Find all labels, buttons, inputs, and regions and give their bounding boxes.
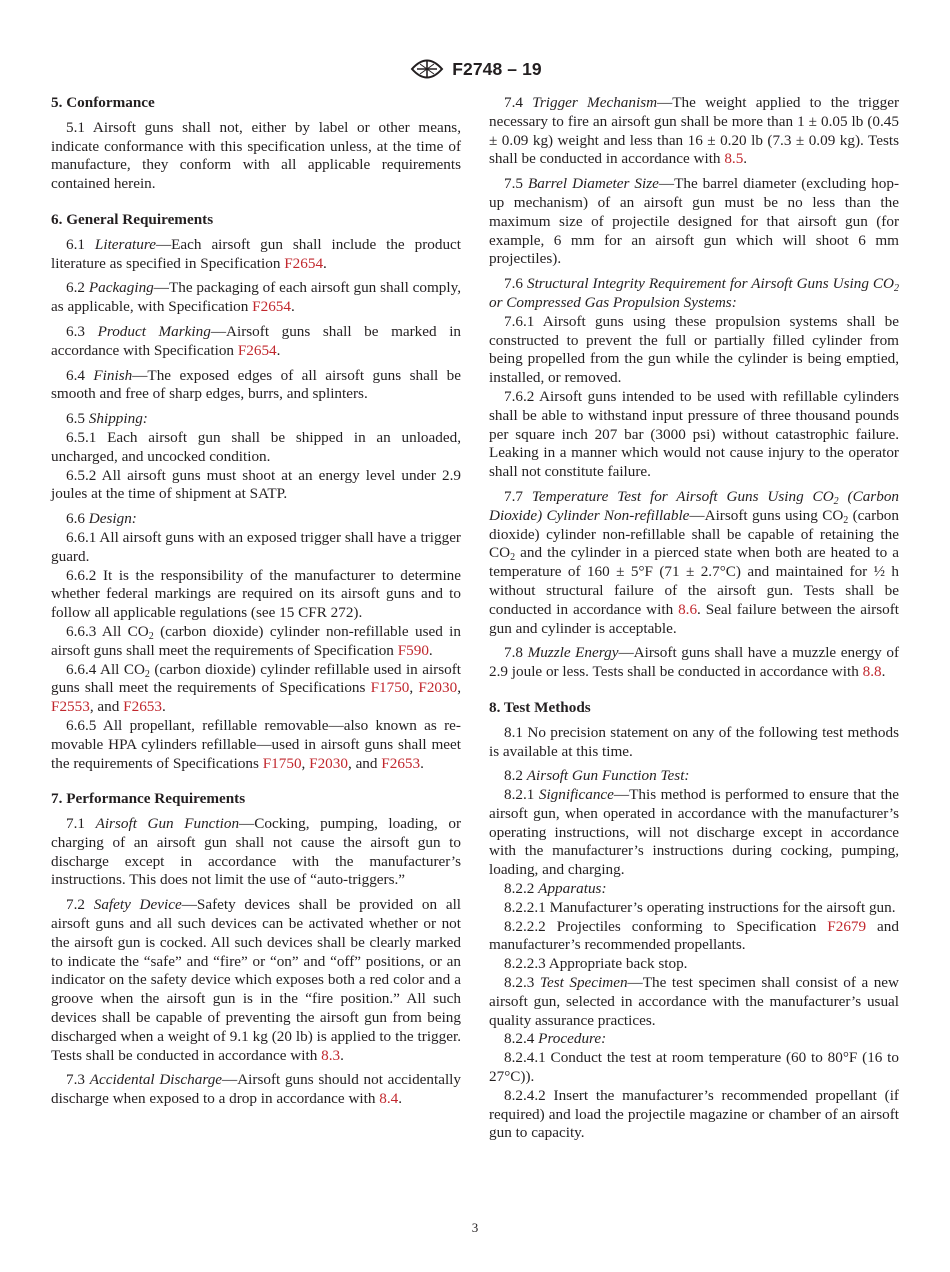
paragraph-7-6: 7.6 Structural Integrity Requirement for Airsoft Guns Using $CO_2$ or Compressed Gas Propulsion Systems: <box>489 275 899 311</box>
left-column <box>51 94 461 1126</box>
paragraph-7-5: 7.5 Barrel Diameter Size—The barrel diameter (excluding hop-up mechanism) of an airsoft gun must be no less than the maximum size of projectile designed for that airsoft gun (for example, 6 mm for an airsoft gun which will shoot 6 mm projectiles). <box>489 175 899 268</box>
paragraph-8-2: 8.2 Airsoft Gun Function Test: <box>504 767 690 785</box>
reference-link[interactable]: 8.4 <box>379 1090 399 1108</box>
paragraph-6-6-1: 6.6.1 All airsoft guns with an exposed trigger shall have a trigger guard. <box>51 528 461 565</box>
section-heading: 7. Performance Requirements <box>51 790 246 808</box>
paragraph-6-5-2: 6.5.2 All airsoft guns must shoot at an energy level under 2.9 joules at the time of shipment at SATP. <box>51 466 461 503</box>
reference-link[interactable]: F590 <box>397 641 429 659</box>
section-6 <box>51 211 461 773</box>
paragraph-6-5-1: 6.5.1 Each airsoft gun shall be shipped in an unloaded, uncharged, and uncocked condition. <box>51 428 461 465</box>
section-heading: 8. Test Methods <box>489 698 591 716</box>
paragraph-7-6-1: 7.6.1 Airsoft guns using these propulsion systems shall be constructed to prevent the full or partially filled cylinder from being propelled from the gun while the cylinder is being emptied, installed, or removed. <box>489 312 899 387</box>
section-5 <box>51 94 461 194</box>
paragraph-7-8: 7.8 Muzzle Energy—Airsoft guns shall have a muzzle energy of 2.9 joule or less. Tests shall be conducted in accordance with 8.8. <box>489 644 899 681</box>
reference-link[interactable]: F2553 <box>51 698 90 716</box>
paragraph-7-7: 7.7 Temperature Test for Airsoft Guns Using $CO_2$ (Carbon Dioxide) Cylinder Non-refillable—Airsoft guns using $CO_2$ (carbon dioxide) cylinder non-refillable shall be capable of retaining the $CO_2$ and the cylinder in a pierced state when both are heated to a temperature of 160 ± 5°F (71 ± 2.7°C) and maintained for ½ h without structural failure of the airsoft gun. Tests shall be conducted in accordance with 8.6. Seal failure between the airsoft gun and cylinder is acceptable. <box>489 487 900 637</box>
paragraph-6-2: 6.2 Packaging—The packaging of each airsoft gun shall comply, as applicable, with Specification F2654. <box>51 279 461 316</box>
reference-link[interactable]: 8.5 <box>724 150 744 168</box>
reference-link[interactable]: F2654 <box>252 298 291 316</box>
document-id: F2748 – 19 <box>452 58 542 79</box>
page-number: 3 <box>471 1220 479 1235</box>
paragraph-8-2-2-3: 8.2.2.3 Appropriate back stop. <box>504 955 688 973</box>
paragraph-8-2-1: 8.2.1 Significance—This method is performed to ensure that the airsoft gun, when operated in accordance with the manufacturer’s operating instructions, will not discharge except in accordance with the manufacturer’s instructions during cocking, pumping, loading, and charging. <box>489 786 900 879</box>
paragraph-6-4: 6.4 Finish—The exposed edges of all airsoft guns shall be smooth and free of sharp edges, burrs, and splinters. <box>51 366 461 403</box>
section-heading: 5. Conformance <box>51 94 155 111</box>
reference-link[interactable]: F2654 <box>237 341 277 359</box>
reference-link[interactable]: F2653 <box>123 698 162 716</box>
reference-link[interactable]: F2679 <box>827 917 867 935</box>
paragraph-6-6-2: 6.6.2 It is the responsibility of the manufacturer to determine whether federal markings are required on its airsoft guns and to follow all applicable regulations (see 15 CFR 272). <box>51 566 461 622</box>
paragraph-7-4: 7.4 Trigger Mechanism—The weight applied to the trigger necessary to fire an airsoft gun shall be more than 1 ± 0.05 lb (0.45 ± 0.09 kg) weight and less than 16 ± 0.20 lb (7.3 ± 0.09 kg). Tests shall be conducted in accordance with 8.5. <box>489 94 900 168</box>
section-7 <box>51 790 461 1109</box>
section-8 <box>489 699 899 1143</box>
paragraph-6-6-4: 6.6.4 All $CO_2$ (carbon dioxide) cylinder refillable used in airsoft guns shall meet the requirements of Specifications F1750, F2030, F2553, and F2653. <box>51 660 461 716</box>
paragraph-8-2-2: 8.2.2 Apparatus: <box>504 880 607 898</box>
reference-link[interactable]: 8.6 <box>678 600 698 618</box>
paragraph-6-5: 6.5 Shipping: <box>66 410 148 428</box>
section-heading: 6. General Requirements <box>51 210 214 228</box>
paragraph-7-3: 7.3 Accidental Discharge—Airsoft guns should not accidentally discharge when exposed to a drop in accordance with 8.4. <box>51 1071 461 1108</box>
paragraph-6-1: 6.1 Literature—Each airsoft gun shall include the product literature as specified in Specification F2654. <box>51 235 461 272</box>
paragraph-8-2-4-1: 8.2.4.1 Conduct the test at room temperature (60 to 80°F (16 to 27°C)). <box>489 1049 899 1086</box>
paragraph-8-2-2-2: 8.2.2.2 Projectiles conforming to Specification F2679 and manufacturer’s recommended propellants. <box>489 917 899 954</box>
reference-link[interactable]: 8.8 <box>862 663 882 681</box>
paragraph-8-2-4-2: 8.2.4.2 Insert the manufacturer’s recommended propellant (if required) and load the projectile magazine or chamber of an airsoft gun to capacity. <box>489 1086 899 1142</box>
paragraph-5-1: 5.1 Airsoft guns shall not, either by label or other means, indicate conformance with this specification unless, at the time of manufacture, they conform with all applicable requirements contained herein. <box>51 118 461 193</box>
reference-link[interactable]: 8.3 <box>321 1046 341 1064</box>
paragraph-8-2-3: 8.2.3 Test Specimen—The test specimen shall consist of a new airsoft gun, selected in accordance with the manufacturer’s usual quality assurance practices. <box>489 974 900 1029</box>
paragraph-6-3: 6.3 Product Marking—Airsoft guns shall be marked in accordance with Specification F2654. <box>51 322 462 359</box>
reference-link[interactable]: F2653 <box>381 754 421 772</box>
reference-link[interactable]: F2030 <box>309 754 348 772</box>
reference-link[interactable]: F1750 <box>370 679 410 697</box>
astm-logo-icon <box>408 56 446 82</box>
paragraph-6-6: 6.6 Design: <box>66 510 137 528</box>
paragraph-6-6-3: 6.6.3 All $CO_2$ (carbon dioxide) cylinder non-refillable used in airsoft guns shall meet the requirements of Specification F590. <box>51 622 461 659</box>
reference-link[interactable]: F2030 <box>418 679 458 697</box>
paragraph-8-2-4: 8.2.4 Procedure: <box>504 1030 607 1048</box>
paragraph-8-2-2-1: 8.2.2.1 Manufacturer’s operating instructions for the airsoft gun. <box>504 898 896 916</box>
reference-link[interactable]: F1750 <box>262 754 302 772</box>
paragraph-6-6-5: 6.6.5 All propellant, refillable removable—also known as re-movable HPA cylinders refillable—used in airsoft guns shall meet the requirements of Specifications F1750, F2030, and F2653. <box>51 716 461 772</box>
paragraph-7-2: 7.2 Safety Device—Safety devices shall be provided on all airsoft guns and all such devices can be activated whether or not the airsoft gun is cocked. All such devices shall be clearly marked to indicate the “safe” and “fire” or “on” and “off” positions, or an indicator on the safety device which exposes both a red color and a groove when the airsoft gun is in the “fire position.” All such devices shall be capable of preventing the airsoft gun from being discharged when a weight of 9.1 kg (20 lb) is applied to the trigger. Tests shall be conducted in accordance with 8.3. <box>51 896 462 1064</box>
paragraph-8-1: 8.1 No precision statement on any of the following test methods is available at this time. <box>489 723 899 760</box>
page-header <box>0 56 950 87</box>
paragraph-7-1: 7.1 Airsoft Gun Function—Cocking, pumping, loading, or charging of an airsoft gun shall not cause the airsoft gun to discharge except in accordance with the manufacturer’s instructions. This does not limit the use of “auto-triggers.” <box>51 815 462 889</box>
right-column <box>489 94 899 1143</box>
reference-link[interactable]: F2654 <box>284 254 324 272</box>
paragraph-7-6-2: 7.6.2 Airsoft guns intended to be used with refillable cylinders shall be able to withstand input pressure of three thousand pounds per square inch 207 bar (3000 psi) without catastrophic failure. Leaking in a manner which would not cause injury to the operator shall not constitute failure. <box>489 387 899 481</box>
